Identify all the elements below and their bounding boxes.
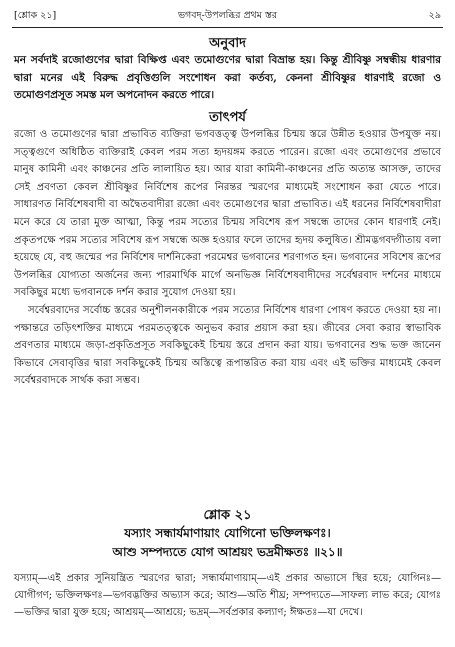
verse-text xyxy=(0,524,455,562)
purport-paragraph-2: সর্বেশ্বরবাদের সর্বোচ্চ স্তরের অনুশীলনকারীকে পরম সত্যের নির্বিশেষ ধারণা পোষণ করতে দেওয়া হয় না। পক্ষান্তরে তড়িৎশক্তির মাধ্যমে পরমতত্ত্বকে অনুভব করার প্রয়াস করা হয়। জীবের সেবা করার স্বাভাবিক প্রবণতার মাধ্যমে জড়া-প্রকৃতিপ্রসূত সবকিছুকেই চিন্ময় স্তরে প্রদান করা যায়। ভগবানের শুদ্ধ ভক্ত জানেন কিভাবে সেবাবৃত্তির দ্বারা সবকিছুকেই চিন্ময় অস্তিত্বে রূপান্তরিত করা যায় এবং এই ভক্তির মাধ্যমেই কেবল সর্বেশ্বরবাদকে সার্থক করা সম্ভব। xyxy=(14,304,441,387)
translation-heading: অনুবাদ xyxy=(209,36,246,51)
purport-heading: তাৎপর্য xyxy=(209,110,246,125)
header-rule xyxy=(12,27,443,28)
verse-heading: শ্লোক ২১ xyxy=(203,508,252,523)
verse-line-1: যস্যাং সন্ধার্যমাণায়াং যোগিনো ভক্তিলক্ষণঃ। xyxy=(124,526,331,540)
running-header xyxy=(14,8,441,24)
synonyms-text: যস্যাম্—এই প্রকার সুনিয়ন্ত্রিত স্মরণের দ্বারা; সন্ধার্যমাণায়াম্—এই প্রকার অভ্যাসে স্থির হয়ে; যোগিনঃ—যোগীগণ; ভক্তিলক্ষণঃ—ভগবদ্ভক্তির অভ্যাস করে; আশু—অতি শীঘ্র; সম্পদ্যতে—সাফল্য লাভ করে; যোগঃ—ভক্তির দ্বারা যুক্ত হয়ে; আশ্রয়ম্—আশ্রয়ে; ভদ্রম্—সর্বপ্রকার কল্যাণ; ঈক্ষতঃ—যা দেখে। xyxy=(14,573,441,618)
translation-paragraph: মন সর্বদাই রজোগুণের দ্বারা বিক্ষিপ্ত এবং তমোগুণের দ্বারা বিভ্রান্ত হয়। কিন্তু শ্রীবিষ্ণু সম্বন্ধীয় ধারণার দ্বারা মনের এই বিরুদ্ধ প্রবৃত্তিগুলি সংশোধন করা কর্তব্য, কেননা শ্রীবিষ্ণুর ধারণাই রজো ও তমোগুণপ্রসূত সমস্ত মল অপনোদন করতে পারে। xyxy=(14,54,441,102)
translation-text xyxy=(14,52,441,105)
header-verse-ref: [শ্লোক ২১] xyxy=(14,9,57,21)
header-chapter-title: ভগবদ্-উপলব্ধির প্রথম স্তর xyxy=(177,9,278,21)
purport-text xyxy=(14,126,441,390)
purport-paragraph-1: রজো ও তমোগুণের দ্বারা প্রভাবিত ব্যক্তিরা ভগবত্তত্ত্ব উপলব্ধির চিন্ময় স্তরে উন্নীত হওয়ার উপযুক্ত নয়। সত্ত্বগুণে অধিষ্ঠিত ব্যক্তিরাই কেবল পরম সত্য হৃদয়ঙ্গম করতে পারেন। রজো এবং তমোগুণের প্রভাবে মানুষ কামিনী এবং কাঞ্চনের প্রতি লালায়িত হয়। আর যারা কামিনী-কাঞ্চনের প্রতি অত্যন্ত আসক্ত, তাদের সেই প্রবণতা কেবল শ্রীবিষ্ণুর নির্বিশেষ রূপের নিরন্তর স্মরণের মাধ্যমেই সংশোধন করা যেতে পারে। সাধারণত নির্বিশেষবাদী বা অদ্বৈতবাদীরা রজো এবং তমোগুণের দ্বারা প্রভাবিত। এই ধরনের নির্বিশেষবাদীরা মনে করে যে তারা মুক্ত আত্মা, কিন্তু পরম সত্যের চিন্ময় সবিশেষ রূপ সম্বন্ধে তাদের কোন ধারণাই নেই। প্রকৃতপক্ষে পরম সত্যের সবিশেষ রূপ সম্বন্ধে অজ্ঞ হওয়ার ফলে তাদের হৃদয় কলুষিত। শ্রীমদ্ভগবদ্গীতায় বলা হয়েছে যে, বহু জন্মের পর নির্বিশেষ দার্শনিকেরা পরমেশ্বর ভগবানের শরণাগত হন। ভগবানের সবিশেষ রূপের উপলব্ধির যোগ্যতা অর্জনের জন্য পারমার্থিক মার্গে অনভিজ্ঞ নির্বিশেষবাদীদের সর্বেশ্বরবাদ দর্শনের মাধ্যমে সবকিছুর মধ্যে ভগবানকে দর্শন করার সুযোগ দেওয়া হয়। xyxy=(14,129,441,299)
page-number: ২৯ xyxy=(428,9,441,21)
verse-line-2: আশু সম্পদ্যতে যোগ আশ্রয়ং ভদ্রমীক্ষতঃ ॥২১॥ xyxy=(112,545,343,559)
